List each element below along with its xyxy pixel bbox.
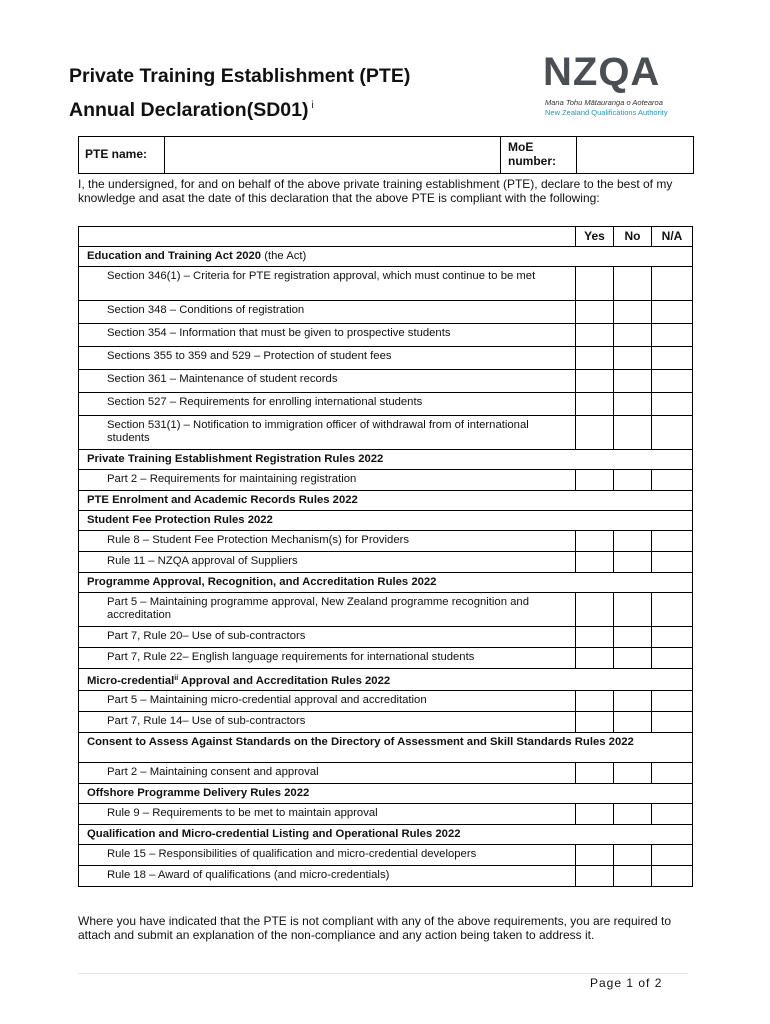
pte-name-label: PTE name: bbox=[85, 147, 148, 161]
checkbox-no[interactable] bbox=[614, 804, 652, 825]
requirement-text: Part 7, Rule 20– Use of sub-contractors bbox=[79, 627, 576, 648]
requirement-row bbox=[79, 393, 693, 416]
section-title-text: Student Fee Protection Rules 2022 bbox=[87, 514, 273, 526]
checkbox-no[interactable] bbox=[614, 470, 652, 491]
checkbox-na[interactable] bbox=[652, 393, 693, 416]
moe-label-line-2: number: bbox=[508, 154, 556, 168]
checkbox-yes[interactable] bbox=[576, 370, 614, 393]
checkbox-yes[interactable] bbox=[576, 324, 614, 347]
checkbox-na[interactable] bbox=[652, 804, 693, 825]
table-header-row bbox=[79, 227, 693, 247]
section-row bbox=[79, 669, 693, 691]
moe-label-line-1: MoE bbox=[508, 140, 534, 154]
section-title bbox=[79, 247, 693, 267]
checkbox-no[interactable] bbox=[614, 691, 652, 712]
checkbox-no[interactable] bbox=[614, 267, 652, 301]
checkbox-no[interactable] bbox=[614, 648, 652, 669]
section-row bbox=[79, 450, 693, 470]
section-row bbox=[79, 247, 693, 267]
checkbox-no[interactable] bbox=[614, 347, 652, 370]
checkbox-yes[interactable] bbox=[576, 845, 614, 866]
checkbox-yes[interactable] bbox=[576, 393, 614, 416]
requirement-text: Rule 8 – Student Fee Protection Mechanism(s) for Providers bbox=[79, 531, 576, 552]
section-title bbox=[79, 733, 693, 763]
requirement-text: Rule 9 – Requirements to be met to maintain approval bbox=[79, 804, 576, 825]
section-title-text: Consent to Assess Against Standards on the Directory of Assessment and Skill Standards Rules 2022 bbox=[87, 736, 634, 748]
section-row bbox=[79, 573, 693, 593]
section-row bbox=[79, 511, 693, 531]
requirement-row bbox=[79, 416, 693, 450]
checkbox-no[interactable] bbox=[614, 712, 652, 733]
section-title bbox=[79, 491, 693, 511]
checkbox-na[interactable] bbox=[652, 324, 693, 347]
section-title bbox=[79, 669, 693, 691]
checkbox-no[interactable] bbox=[614, 531, 652, 552]
compliance-table bbox=[78, 226, 693, 887]
requirement-row bbox=[79, 804, 693, 825]
section-title bbox=[79, 573, 693, 593]
requirement-row bbox=[79, 470, 693, 491]
requirement-text: Part 5 – Maintaining micro-credential approval and accreditation bbox=[79, 691, 576, 712]
checkbox-no[interactable] bbox=[614, 370, 652, 393]
section-title-text: Qualification and Micro-credential Listing and Operational Rules 2022 bbox=[87, 828, 461, 840]
checkbox-yes[interactable] bbox=[576, 416, 614, 450]
title-line-2-text: Annual Declaration(SD01) bbox=[69, 99, 309, 121]
checkbox-na[interactable] bbox=[652, 470, 693, 491]
requirement-row bbox=[79, 866, 693, 887]
section-title-text: PTE Enrolment and Academic Records Rules 2022 bbox=[87, 494, 358, 506]
requirement-text: Section 527 – Requirements for enrolling international students bbox=[79, 393, 576, 416]
requirement-row bbox=[79, 552, 693, 573]
checkbox-yes[interactable] bbox=[576, 470, 614, 491]
checkbox-no[interactable] bbox=[614, 763, 652, 784]
requirement-row bbox=[79, 267, 693, 301]
pte-details-box bbox=[78, 136, 694, 174]
checkbox-na[interactable] bbox=[652, 416, 693, 450]
requirement-row bbox=[79, 324, 693, 347]
nzqa-logo bbox=[543, 50, 693, 122]
requirement-text: Part 2 – Requirements for maintaining registration bbox=[79, 470, 576, 491]
footer-divider bbox=[78, 973, 688, 974]
header-blank-cell bbox=[79, 227, 576, 247]
logo-wordmark: NZQA bbox=[543, 50, 661, 94]
column-header-yes: Yes bbox=[576, 227, 614, 247]
requirement-text: Section 531(1) – Notification to immigration officer of withdrawal from of international students bbox=[79, 416, 576, 450]
title-endnote-marker: i bbox=[311, 100, 314, 111]
section-title-text: Programme Approval, Recognition, and Accreditation Rules 2022 bbox=[87, 576, 437, 588]
page-title bbox=[69, 62, 410, 125]
checkbox-na[interactable] bbox=[652, 301, 693, 324]
requirement-text: Part 5 – Maintaining programme approval, New Zealand programme recognition and accreditation bbox=[79, 593, 576, 627]
section-row bbox=[79, 784, 693, 804]
requirement-row bbox=[79, 845, 693, 866]
checkbox-yes[interactable] bbox=[576, 712, 614, 733]
checkbox-na[interactable] bbox=[652, 648, 693, 669]
section-title-text: Private Training Establishment Registration Rules 2022 bbox=[87, 453, 384, 465]
requirement-text: Rule 11 – NZQA approval of Suppliers bbox=[79, 552, 576, 573]
requirement-text: Sections 355 to 359 and 529 – Protection of student fees bbox=[79, 347, 576, 370]
checkbox-no[interactable] bbox=[614, 393, 652, 416]
checkbox-na[interactable] bbox=[652, 531, 693, 552]
checkbox-no[interactable] bbox=[614, 416, 652, 450]
checkbox-na[interactable] bbox=[652, 552, 693, 573]
checkbox-yes[interactable] bbox=[576, 866, 614, 887]
declaration-intro: I, the undersigned, for and on behalf of the above private training establishment (PTE), declare to the best of my knowledge and asat the date of this declaration that the above PTE is compliant with the following: bbox=[78, 177, 673, 205]
checkbox-na[interactable] bbox=[652, 763, 693, 784]
moe-number-field[interactable] bbox=[577, 137, 693, 173]
pte-name-field[interactable] bbox=[165, 137, 500, 173]
checkbox-no[interactable] bbox=[614, 593, 652, 627]
checkbox-na[interactable] bbox=[652, 593, 693, 627]
column-header-na: N/A bbox=[652, 227, 693, 247]
checkbox-na[interactable] bbox=[652, 267, 693, 301]
checkbox-na[interactable] bbox=[652, 370, 693, 393]
requirement-row bbox=[79, 763, 693, 784]
requirement-text: Part 7, Rule 14– Use of sub-contractors bbox=[79, 712, 576, 733]
title-line-2 bbox=[69, 91, 410, 125]
section-title-rest: Approval and Accreditation Rules 2022 bbox=[178, 675, 391, 687]
checkbox-na[interactable] bbox=[652, 691, 693, 712]
moe-number-label bbox=[508, 140, 556, 168]
checkbox-yes[interactable] bbox=[576, 593, 614, 627]
requirement-text: Section 348 – Conditions of registration bbox=[79, 301, 576, 324]
requirement-text: Rule 18 – Award of qualifications (and micro-credentials) bbox=[79, 866, 576, 887]
checkbox-yes[interactable] bbox=[576, 552, 614, 573]
requirement-text: Rule 15 – Responsibilities of qualification and micro-credential developers bbox=[79, 845, 576, 866]
checkbox-yes[interactable] bbox=[576, 804, 614, 825]
checkbox-no[interactable] bbox=[614, 301, 652, 324]
checkbox-no[interactable] bbox=[614, 552, 652, 573]
section-row bbox=[79, 491, 693, 511]
section-title-text: Micro-credential bbox=[87, 675, 175, 687]
checkbox-na[interactable] bbox=[652, 347, 693, 370]
checkbox-no[interactable] bbox=[614, 866, 652, 887]
section-row bbox=[79, 825, 693, 845]
checkbox-yes[interactable] bbox=[576, 267, 614, 301]
checkbox-no[interactable] bbox=[614, 845, 652, 866]
requirement-row bbox=[79, 691, 693, 712]
checkbox-yes[interactable] bbox=[576, 763, 614, 784]
requirement-text: Section 346(1) – Criteria for PTE registration approval, which must continue to be met bbox=[79, 267, 576, 301]
column-header-no: No bbox=[614, 227, 652, 247]
checkbox-yes[interactable] bbox=[576, 648, 614, 669]
section-title-suffix: (the Act) bbox=[261, 250, 307, 262]
requirement-text: Section 354 – Information that must be given to prospective students bbox=[79, 324, 576, 347]
checkbox-no[interactable] bbox=[614, 324, 652, 347]
section-title bbox=[79, 450, 693, 470]
requirement-row bbox=[79, 627, 693, 648]
requirement-row bbox=[79, 712, 693, 733]
checkbox-yes[interactable] bbox=[576, 627, 614, 648]
checkbox-yes[interactable] bbox=[576, 531, 614, 552]
section-title-text: Education and Training Act 2020 bbox=[87, 250, 262, 262]
requirement-row bbox=[79, 347, 693, 370]
checkbox-na[interactable] bbox=[652, 866, 693, 887]
requirement-row bbox=[79, 301, 693, 324]
checkbox-na[interactable] bbox=[652, 712, 693, 733]
section-endnote-marker: ii bbox=[174, 675, 179, 682]
checkbox-na[interactable] bbox=[652, 845, 693, 866]
section-title-text: Offshore Programme Delivery Rules 2022 bbox=[87, 787, 310, 799]
page-number: Page 1 of 2 bbox=[590, 976, 663, 990]
checkbox-yes[interactable] bbox=[576, 301, 614, 324]
requirement-text: Part 2 – Maintaining consent and approval bbox=[79, 763, 576, 784]
requirement-text: Part 7, Rule 22– English language requirements for international students bbox=[79, 648, 576, 669]
requirement-row bbox=[79, 531, 693, 552]
non-compliance-note: Where you have indicated that the PTE is not compliant with any of the above requirements, you are required to attach and submit an explanation of the non-compliance and any action being taken to address it. bbox=[78, 914, 671, 942]
logo-tagline-english: New Zealand Qualifications Authority bbox=[545, 108, 668, 117]
checkbox-no[interactable] bbox=[614, 627, 652, 648]
requirement-row bbox=[79, 370, 693, 393]
section-title bbox=[79, 511, 693, 531]
title-line-1: Private Training Establishment (PTE) bbox=[69, 65, 411, 87]
divider bbox=[500, 137, 501, 173]
section-title bbox=[79, 825, 693, 845]
checkbox-na[interactable] bbox=[652, 627, 693, 648]
requirement-row bbox=[79, 593, 693, 627]
requirement-text: Section 361 – Maintenance of student records bbox=[79, 370, 576, 393]
section-title bbox=[79, 784, 693, 804]
checkbox-yes[interactable] bbox=[576, 347, 614, 370]
requirement-row bbox=[79, 648, 693, 669]
checkbox-yes[interactable] bbox=[576, 691, 614, 712]
logo-tagline-maori: Mana Tohu Mātauranga o Aotearoa bbox=[545, 98, 663, 107]
section-row bbox=[79, 733, 693, 763]
